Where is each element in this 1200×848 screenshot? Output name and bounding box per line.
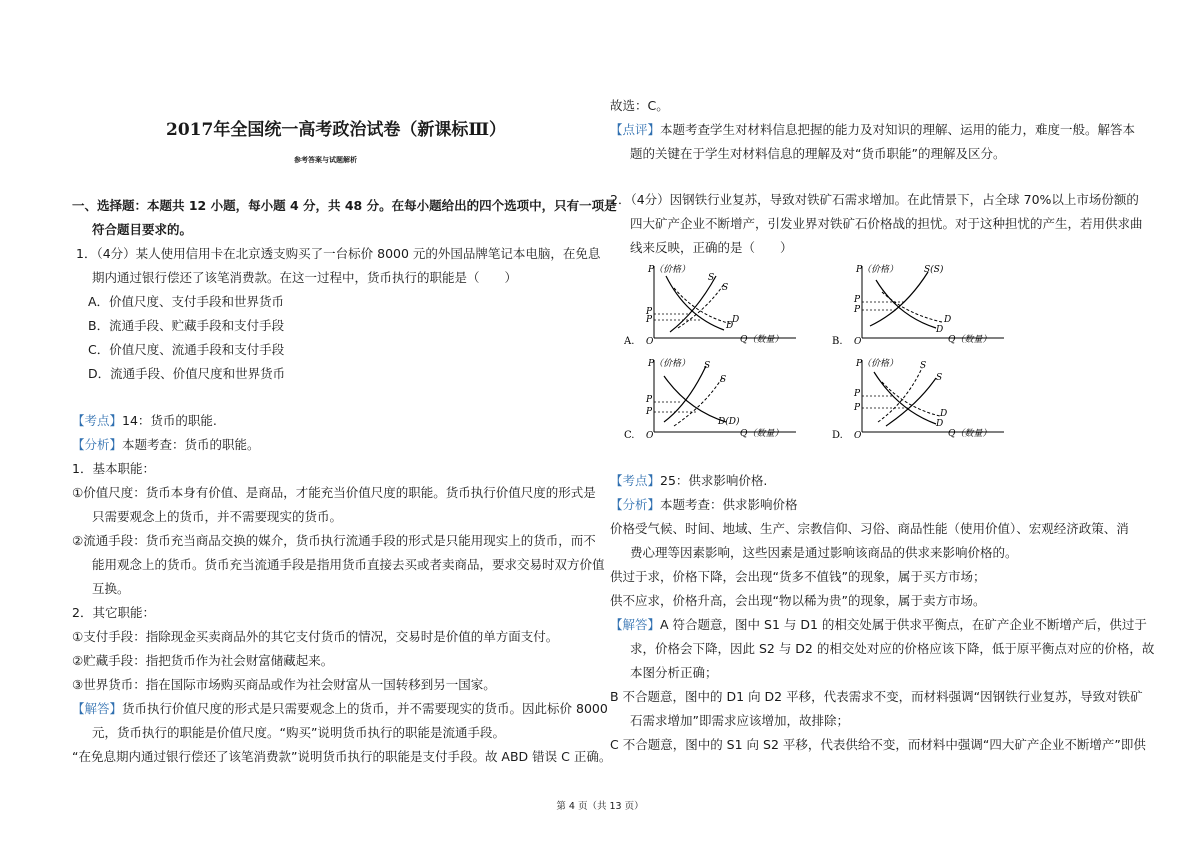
q1-analysis-8: ①支付手段：指除现金买卖商品外的其它支付货币的情况，交易时是价值的单方面支付。 [72,629,559,644]
q2-fenxi [610,497,798,513]
p-axis-label: P（价格） [648,265,691,275]
q2-analysis-4: 供不应求，价格升高，会出现“物以稀为贵”的现象，属于卖方市场。 [610,593,986,608]
dianping-line1 [610,122,1135,138]
q2-stem-line2: 四大矿产企业不断增产，引发业界对铁矿石价格战的担忧。对于这种担忧的产生，若用供求曲 [630,216,1143,231]
page-footer: 第 4 页（共 13 页） [556,801,644,812]
s1-label: S [704,361,711,371]
q2-jieda-line4: B 不合题意，图中的 D1 向 D2 平移，代表需求不变，而材料强调“因钢铁行业复苏，导致对铁矿 [610,689,1143,704]
s1s2-label: S(S) [924,265,944,275]
p-axis-label: P（价格） [856,265,899,275]
fenxi-text: 本题考查：供求影响价格 [660,497,798,512]
kaodian-tag: 【考点】 [610,473,661,488]
answer-choice: 故选：C。 [610,98,669,113]
option-label-d: D. [832,430,843,441]
kaodian-tag: 【考点】 [72,413,123,428]
q1-analysis-6: 互换。 [92,581,130,596]
graph-d [832,352,1012,444]
q2-analysis-3: 供过于求，价格下降，会出现“货多不值钱”的现象，属于买方市场； [610,569,986,584]
d1d2-label: D(D) [718,417,740,427]
option-label-a: A. [624,336,635,347]
q1-option-a: A．价值尺度、支付手段和世界货币 [88,294,285,309]
q1-analysis-2: ①价值尺度：货币本身有价值、是商品，才能充当价值尺度的职能。货币执行价值尺度的形式是 [72,485,596,500]
q-axis-label: Q（数量） [948,335,992,345]
q1-option-b: B．流通手段、贮藏手段和支付手段 [88,318,285,333]
q2-jieda-line2: 求，价格会下降，因此 S2 与 D2 的相交处对应的价格应该下降，低于原平衡点对应的价格，故 [630,641,1155,656]
p-axis-label: P（价格） [648,359,691,369]
q1-kaodian [72,413,217,429]
d2-label: D [944,315,952,325]
s2-label: S [722,283,729,293]
origin-label: O [646,431,654,441]
q1-jieda-line3: “在免息期内通过银行偿还了该笔消费款”说明货币执行的职能是支付手段。故 ABD 错误 C 正确。 [72,749,612,764]
option-label-c: C. [624,430,635,441]
d1-label: D [936,419,944,429]
q-axis-label: Q（数量） [948,429,992,439]
q1-analysis-7: 2．其它职能： [72,605,155,620]
s1-label: S [708,273,715,283]
origin-label: O [646,337,654,347]
q2-analysis-1: 价格受气候、时间、地域、生产、宗教信仰、习俗、商品性能（使用价值）、宏观经济政策、消 [610,521,1129,536]
page-title: 2017年全国统一高考政治试卷（新课标Ⅲ） [166,120,507,140]
q2-kaodian [610,473,767,489]
jieda-tag: 【解答】 [72,701,123,716]
q2-stem-line3: 线来反映，正确的是（ ） [630,240,793,255]
jieda-text: 货币执行价值尺度的形式是只需要观念上的货币，并不需要现实的货币。因此标价 8000 [122,701,608,716]
q1-option-c: C．价值尺度、流通手段和支付手段 [88,342,285,357]
q2-jieda-line1 [610,617,1147,633]
q2-jieda-line3: 本图分析正确； [630,665,718,680]
origin-label: O [854,337,862,347]
q1-analysis-3: 只需要观念上的货币，并不需要现实的货币。 [92,509,343,524]
d1-label: D [936,325,944,335]
q2-analysis-2: 费心理等因素影响，这些因素是通过影响该商品的供求来影响价格的。 [630,545,1018,560]
s2-label: S [920,361,927,371]
q1-stem-line1: 1．（4分）某人使用信用卡在北京透支购买了一台标价 8000 元的外国品牌笔记本电脑，在免息 [76,246,601,261]
q1-option-d: D．流通手段、价值尺度和世界货币 [88,366,286,381]
q1-stem-line2: 期内通过银行偿还了该笔消费款。在这一过程中，货币执行的职能是（ ） [92,270,518,285]
section-heading-line2: 符合题目要求的。 [92,222,193,237]
graph-c [624,352,804,444]
section-heading-line1: 一、选择题：本题共 12 小题，每小题 4 分，共 48 分。在每小题给出的四个选项中，只有一项是 [72,198,617,213]
s1-label: S [936,373,943,383]
option-label-b: B. [832,336,843,347]
p1-label: P [646,307,653,317]
fenxi-text: 本题考查：货币的职能。 [122,437,260,452]
p2-label: P [646,315,653,325]
q-axis-label: Q（数量） [740,335,784,345]
p1-label: P [646,395,653,405]
dianping-line2: 题的关键在于学生对材料信息的理解及对“货币职能”的理解及区分。 [630,146,1006,161]
jieda-text: A 符合题意，图中 S1 与 D1 的相交处属于供求平衡点，在矿产企业不断增产后，供过于 [660,617,1147,632]
p1-label: P [854,403,861,413]
q2-stem-line1: 2．（4分）因钢铁行业复苏，导致对铁矿石需求增加。在此情景下，占全球 70%以上市场份额的 [610,192,1139,207]
q1-analysis-4: ②流通手段：货币充当商品交换的媒介，货币执行流通手段的形式是只能用现实上的货币，而不 [72,533,596,548]
graph-b [832,258,1012,350]
p1-label: P [854,305,861,315]
q1-jieda-line1 [72,701,608,717]
q-axis-label: Q（数量） [740,429,784,439]
q2-jieda-line6: C 不合题意，图中的 S1 向 S2 平移，代表供给不变，而材料中强调“四大矿产企业不断增产”即供 [610,737,1146,752]
q1-analysis-10: ③世界货币：指在国际市场购买商品或作为社会财富从一国转移到另一国家。 [72,677,496,692]
p2-label: P [854,295,861,305]
d1-label: D [726,321,734,331]
q1-analysis-1: 1．基本职能： [72,461,155,476]
q1-analysis-9: ②贮藏手段：指把货币作为社会财富储藏起来。 [72,653,334,668]
dianping-text: 本题考查学生对材料信息把握的能力及对知识的理解、运用的能力，难度一般。解答本 [660,122,1136,137]
p2-label: P [854,389,861,399]
d2-label: D [732,315,740,325]
s2-label: S [720,375,727,385]
jieda-tag: 【解答】 [610,617,661,632]
q1-jieda-line2: 元，货币执行的职能是价值尺度。“购买”说明货币执行的职能是流通手段。 [92,725,505,740]
fenxi-tag: 【分析】 [610,497,661,512]
q1-fenxi [72,437,260,453]
graph-a [624,258,804,350]
fenxi-tag: 【分析】 [72,437,123,452]
q1-analysis-5: 能用观念上的货币。货币充当流通手段是指用货币直接去买或者卖商品，要求交易时双方价值 [92,557,605,572]
kaodian-text: 25：供求影响价格. [660,473,768,488]
origin-label: O [854,431,862,441]
d2-label: D [940,409,948,419]
kaodian-text: 14：货币的职能. [122,413,217,428]
p-axis-label: P（价格） [856,359,899,369]
p2-label: P [646,407,653,417]
q2-jieda-line5: 石需求增加”即需求应该增加，故排除； [630,713,849,728]
dianping-tag: 【点评】 [610,122,661,137]
page-subtitle: 参考答案与试题解析 [294,156,357,164]
